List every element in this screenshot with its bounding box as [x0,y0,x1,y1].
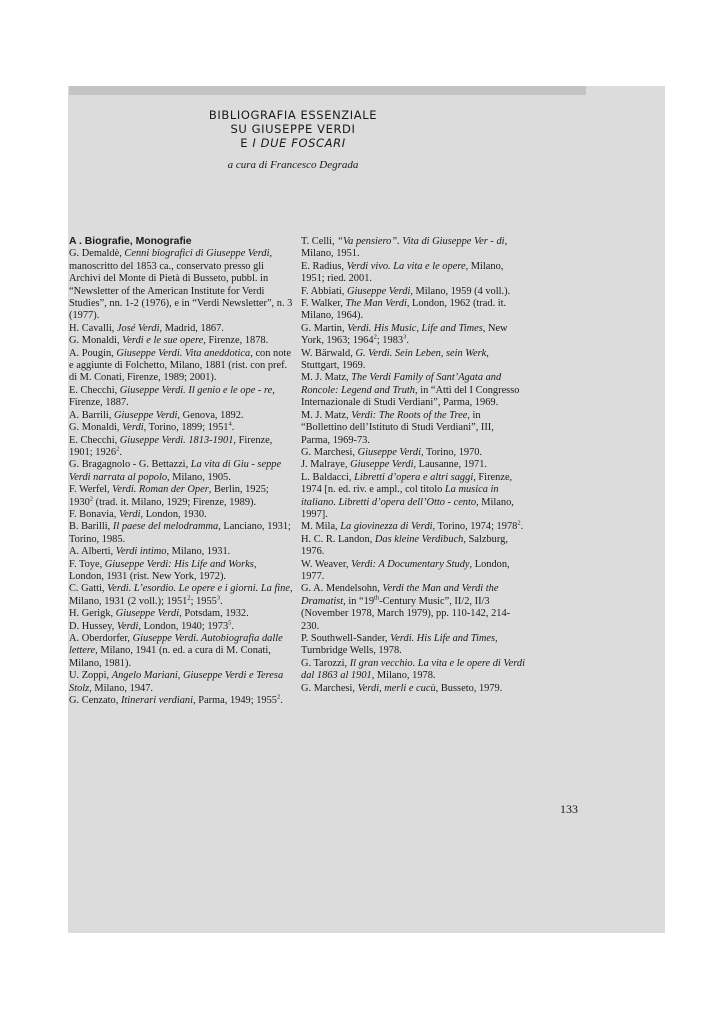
entry-text: , Berlin, 1925; 1930 [69,484,269,508]
bibliography-entry [301,658,525,683]
entry-text: 3 [403,333,407,341]
bibliography-entry [69,559,293,584]
entry-text: ; 1955 [190,595,217,607]
header-bar [69,86,586,95]
bibliography-entry [301,298,525,323]
entry-title: José Verdi [116,322,160,334]
bibliography-entry [69,608,293,620]
entry-title: Libretti d’opera e altri saggi [354,471,474,483]
bibliography-heading [0,108,586,150]
entry-text: P. Southwell-Sander, [301,633,391,644]
bibliography-entry [69,248,293,322]
bibliography-entry [301,521,525,533]
entry-text: G. Marchesi, [301,446,358,458]
entry-title: The Man Verdi [345,298,407,310]
bibliography-entry [69,509,293,521]
entry-title: Verdi: The Roots of the Tree [351,409,468,421]
entry-title: Verdi the Man and Verdi the Dramatist [301,583,499,607]
entry-text: , Milano, 1951; ried. 2001. [301,260,504,285]
entry-title: “Va pensiero”. Vita di Giuseppe Ver - di [337,236,505,247]
entry-text: . [406,335,409,347]
bibliography-entry [301,261,525,286]
bibliography-entry [69,459,293,484]
entry-text: 4 [228,420,232,428]
heading-line-2: SU GIUSEPPE VERDI [230,122,356,136]
entry-text: H. C. R. Landon, [301,533,375,545]
bibliography-entry [69,422,293,434]
bibliography-entry [69,621,293,633]
entry-title: Giuseppe Verdi [346,285,411,297]
entry-title: Verdi. His Life and Times [390,633,496,644]
entry-title: Giuseppe Verdi. Vita aneddotica [116,347,251,359]
entry-title: Verdi: A Documentary Study [351,558,470,570]
entry-text: 5 [228,619,232,627]
bibliography-entry [301,472,525,522]
entry-text: D. Hussey, [69,620,117,632]
entry-title: Angelo Mariani, Giuseppe Verdi e Teresa Stolz [69,670,284,694]
entry-text: L. Baldacci, [301,471,355,483]
entry-title: Itinerari verdiani [120,695,194,707]
entry-text: (trad. it. Milano, 1929; Firenze, 1989). [93,496,257,508]
entry-text: , in “Atti del I Congresso Internazionale di Studi Verdiani”, Parma, 1969. [301,384,520,409]
entry-title: Verdi, merli e cucù [357,682,436,694]
bibliography-entry [301,348,525,373]
bibliography-entry [69,546,293,558]
entry-text: A. Oberdorfer, [69,633,133,644]
entry-text: , Lausanne, 1971. [413,459,488,471]
entry-title: Verdi e le sue opere [122,335,204,347]
bibliography-entry [301,447,525,459]
entry-text: , Madrid, 1867. [159,322,224,334]
entry-text: F. Walker, [301,298,346,310]
entry-text: , Firenze, 1901; 1926 [69,434,273,458]
entry-text: B. Barilli, [69,521,113,533]
entry-text: A. Pougin, [69,347,117,359]
entry-text: M. J. Matz, [301,372,352,384]
entry-text: , London, 1940; 1973 [138,620,229,632]
entry-text: 2 [373,333,377,341]
entry-title: Giuseppe Verdi. Il genio e le ope - re [119,384,273,396]
curator-line: a cura di Francesco Degrada [227,159,359,171]
bibliography-entry [69,323,293,335]
entry-text: . [220,595,223,607]
bibliography-entry [301,410,525,447]
entry-text: , Busseto, 1979. [435,682,503,694]
entry-text: , Milano, 1978. [371,670,436,682]
entry-text: W. Weaver, [301,558,352,570]
entry-text: , London, 1962 (trad. it. Milano, 1964). [301,298,507,322]
entry-text: , in “19 [343,595,375,607]
entry-text: G. Monaldi, [69,422,123,434]
left-entry-list [69,248,293,707]
entry-text: U. Zoppi, [69,670,112,682]
heading-line-3-title: I DUE FOSCARI [252,136,346,150]
right-entry-list [301,236,525,695]
entry-text: . [231,422,235,434]
entry-text: . [280,695,283,707]
entry-text: F. Bonavia, [69,508,119,520]
entry-text: . [520,521,524,533]
bibliography-entry [301,459,525,471]
entry-text: th [374,594,380,602]
bibliography-entry [69,695,293,707]
left-column [69,236,293,707]
entry-text: , Potsdam, 1932. [179,608,249,620]
entry-text: , in “Bollettino dell’Istituto di Studi Verdiani”, III, Parma, 1969-73. [301,409,494,446]
bibliography-entry [301,236,525,261]
entry-text: M. J. Matz, [301,409,352,421]
entry-text: , London, 1930. [140,508,207,520]
entry-text: J. Malraye, [301,459,351,471]
heading-line-3-prefix: E [240,136,253,150]
section-title: A . Biografie, Monografie [69,236,192,247]
entry-text: G. Bragagnolo - G. Bettazzi, [69,459,191,471]
bibliography-entry [301,323,525,348]
entry-text: , Lanciano, 1931; Torino, 1985. [69,521,291,545]
entry-title: Giuseppe Verdi. Autobiografia dalle lettere [69,633,283,657]
entry-text: G. Demaldè, [69,248,125,260]
entry-text: T. Celli, [301,236,338,247]
entry-title: Il paese del melodramma [112,521,219,533]
entry-title: La musica in italiano. Libretti d’opera dell’Otto - cento [301,484,499,508]
entry-text: . [119,446,122,458]
entry-text: , Milano, 1959 (4 voll.). [410,285,511,297]
entry-text: , Milano, 1997]. [301,496,514,520]
entry-text: , Parma, 1949; 1955 [193,695,277,707]
bibliography-entry [69,385,293,410]
entry-title: Verdi intimo [115,546,167,558]
entry-title: Giuseppe Verdi: His Life and Works [104,558,254,570]
entry-title: La vita di Giu - seppe Verdi narrata al popolo [69,459,282,483]
entry-text: -Century Music”, II/2, II/3 (November 1978, March 1979), pp. 110-142, 214-230. [301,595,511,632]
bibliography-entry [301,534,525,559]
entry-text: G. Tarozzi, [301,657,350,669]
entry-text: F. Abbiati, [301,285,347,297]
bibliography-entry [69,670,293,695]
entry-text: , Milano, 1931. [166,546,231,558]
entry-title: Verdi. Roman der Oper [112,484,209,496]
entry-title: G. Verdi. Sein Leben, sein Werk [355,347,487,359]
bibliography-entry [69,633,293,670]
entry-text: , Turnbridge Wells, 1978. [301,633,498,657]
entry-text: C. Gatti, [69,583,108,595]
entry-title: Giuseppe Verdi [114,409,178,421]
entry-text: , New York, 1963; 1964 [301,322,508,347]
entry-text: A. Alberti, [69,546,116,558]
entry-title: Verdi [122,422,144,434]
bibliography-entry [69,521,293,546]
entry-text: . [231,620,234,632]
entry-text: W. Bärwald, [301,347,356,359]
entry-title: Verdi. L’esordio. Le opere e i giorni. La fine [107,583,290,595]
entry-text: 2 [277,693,281,701]
entry-title: Il gran vecchio. La vita e le opere di Verdi dal 1863 al 1901 [301,657,525,682]
entry-text: , Torino, 1899; 1951 [143,422,229,434]
entry-text: E. Checchi, [69,384,120,396]
entry-text: H. Cavalli, [69,322,117,334]
entry-text: , Genova, 1892. [177,409,244,421]
heading-line-1: BIBLIOGRAFIA ESSENZIALE [208,108,378,122]
bibliography-entry [301,683,525,695]
entry-text: ; 1983 [376,335,404,347]
entry-title: Verdi [116,620,139,632]
entry-title: Giuseppe Verdi [350,459,414,471]
entry-text: , Milano, 1951. [301,236,508,260]
page-number: 133 [560,802,578,816]
bibliography-entry [301,559,525,584]
right-column [301,236,525,695]
entry-text: , Torino, 1970. [420,446,483,458]
entry-text: , Salzburg, 1976. [301,533,508,558]
entry-title: Verdi. His Music, Life and Times [347,322,483,334]
entry-text: , Milano, 1941 (n. ed. a cura di M. Conati, Milano, 1981). [69,645,271,669]
bibliography-entry [69,335,293,347]
entry-text: 2 [517,519,521,527]
entry-title: Verdi vivo. La vita e le opere [346,260,466,272]
entry-text: F. Toye, [69,558,105,570]
heading-line-3 [0,136,586,150]
entry-text: M. Mila, [301,521,341,533]
entry-text: , London, 1931 (rist. New York, 1972). [69,558,257,582]
entry-text: , Milano, 1905. [167,471,231,483]
entry-text: 2 [116,445,120,453]
entry-text: G. Marchesi, [301,682,358,694]
entry-text: 3 [216,594,221,602]
bibliography-entry [69,348,293,385]
entry-text: H. Gerigk, [69,608,116,620]
entry-text: , Firenze, 1878. [203,335,269,347]
entry-text: , London, 1977. [301,558,510,582]
entry-text: G. Cenzato, [69,695,121,707]
bibliography-entry [69,583,293,608]
bibliography-entry [301,286,525,298]
entry-text: E. Checchi, [69,434,120,446]
bibliography-entry [301,633,525,658]
entry-text: G. A. Mendelsohn, [301,583,383,595]
entry-text: A. Barrili, [69,409,115,421]
bibliography-entry [69,484,293,509]
entry-text: E. Radius, [301,260,347,272]
entry-text: 2 [89,495,94,503]
entry-title: Giuseppe Verdi [115,608,180,620]
entry-text: , manoscritto del 1853 ca., conservato presso gli Archivi del Monte di Pietà di Busseto, pubbl. in “Newsletter of the American Institute for Verdi Studies”, nn. 1-2 (1976), e in “Verdi Newsletter”, n. 3 (1977). [69,248,293,322]
entry-text: , Firenze, 1974 [n. ed. riv. e ampl., col titolo [301,471,513,496]
entry-title: Giuseppe Verdi [357,446,421,458]
bibliography-entry [69,410,293,422]
entry-title: The Verdi Family of Sant’Agata and Roncole: Legend and Truth [301,372,502,396]
entry-text: , Milano, 1947. [89,682,154,694]
entry-text: G. Monaldi, [69,335,123,347]
entry-text: F. Werfel, [69,484,113,496]
bibliography-entry [69,435,293,460]
entry-text: , Stuttgart, 1969. [301,347,489,372]
entry-text: , Milano, 1931 (2 voll.); 1951 [69,583,293,607]
bibliography-entry [301,372,525,409]
bibliography-entry [301,583,525,633]
entry-title: Verdi [118,508,141,520]
entry-text: 2 [187,594,191,602]
entry-title: Giuseppe Verdi. 1813-1901 [119,434,234,446]
entry-text: G. Martin, [301,322,348,334]
entry-title: La giovinezza di Verdi [340,521,433,533]
entry-text: , con note e aggiunte di Folchetto, Milano, 1881 (rist. con pref. di M. Conati, Firenze, 1989; 2001). [69,347,291,384]
entry-text: , Torino, 1974; 1978 [432,521,518,533]
entry-text: , Firenze, 1887. [69,384,275,409]
entry-title: Das kleine Verdibuch [374,533,464,545]
entry-title: Cenni biografici di Giuseppe Verdi [124,248,270,260]
